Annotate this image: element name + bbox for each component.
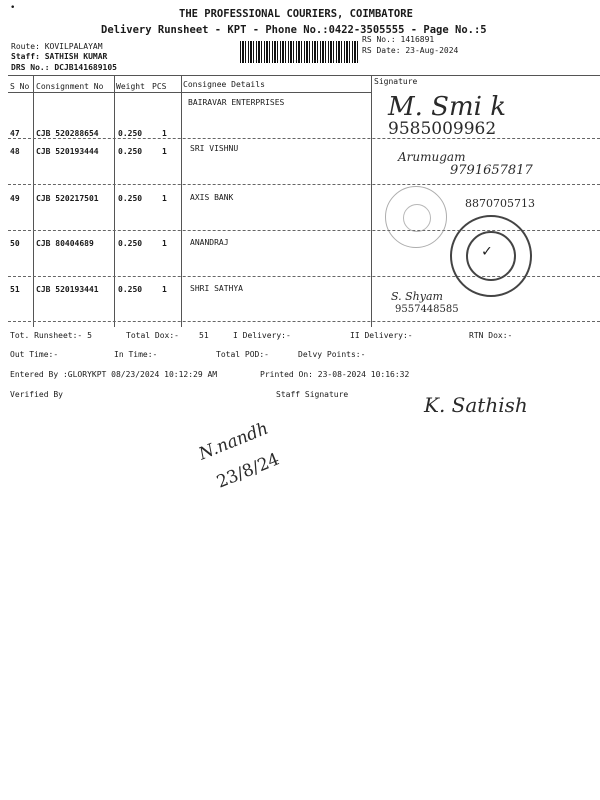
signature-47-phone: 9585009962 <box>388 119 497 139</box>
row-consignment: CJB 80404689 <box>36 239 94 248</box>
verified-by: Verified By <box>10 390 63 399</box>
printed-on: Printed On: 23-08-2024 10:16:32 <box>260 370 410 379</box>
staff-signature-label: Staff Signature <box>276 390 349 399</box>
row-divider <box>8 184 600 185</box>
header-underline <box>8 92 371 93</box>
col-divider <box>181 75 182 327</box>
stamp-seal <box>385 186 447 248</box>
corner-mark: • <box>10 3 16 13</box>
col-header-consignment: Consignment No <box>36 82 104 91</box>
row-divider <box>8 138 600 139</box>
col-header-signature: Signature <box>374 77 418 86</box>
row-sno: 48 <box>10 147 20 156</box>
signature-51-phone: 9557448585 <box>395 304 459 315</box>
signature-51-name: S. Shyam <box>391 290 443 303</box>
company-name: THE PROFESSIONAL COURIERS, COIMBATORE <box>179 8 413 20</box>
staff-signature-hand: K. Sathish <box>424 393 528 417</box>
signature-49-phone: 8870705713 <box>465 197 535 210</box>
company-stamp <box>450 215 532 297</box>
row-weight: 0.250 <box>118 239 143 248</box>
col-header-weight: Weight <box>116 82 145 91</box>
rs-number: RS No.: 1416891 <box>362 35 435 44</box>
signature-48-name: Arumugam <box>398 150 466 164</box>
stamp-mark: ✓ <box>482 241 492 260</box>
col-header-pcs: PCS <box>152 82 167 91</box>
row-sno: 47 <box>10 129 20 138</box>
signature-47-name: M. Smi k <box>388 92 506 122</box>
handwritten-note-date: 23/8/24 <box>214 449 283 493</box>
rs-date: RS Date: 23-Aug-2024 <box>362 46 459 55</box>
row-pcs: 1 <box>162 194 167 203</box>
staff-label: Staff: SATHISH KUMAR <box>11 52 108 61</box>
col-divider <box>371 75 372 327</box>
barcode <box>240 41 358 63</box>
i-delivery: I Delivery:- <box>233 331 291 340</box>
row-sno: 51 <box>10 285 20 294</box>
row-consignment: CJB 520217501 <box>36 194 99 203</box>
row-consignee: BAIRAVAR ENTERPRISES <box>188 98 285 107</box>
table-bottom-border <box>8 321 600 322</box>
row-consignment: CJB 520193441 <box>36 285 99 294</box>
row-consignee: SRI VISHNU <box>190 144 239 153</box>
row-consignee: ANANDRAJ <box>190 238 229 247</box>
table-top-border <box>8 75 600 76</box>
delvy-points: Delvy Points:- <box>298 350 366 359</box>
row-consignee: AXIS BANK <box>190 193 234 202</box>
row-pcs: 1 <box>162 129 167 138</box>
in-time: In Time:- <box>114 350 158 359</box>
total-dox-value: 51 <box>199 331 209 340</box>
row-consignment: CJB 520193444 <box>36 147 99 156</box>
row-weight: 0.250 <box>118 129 143 138</box>
col-header-sno: S No <box>10 82 30 91</box>
row-weight: 0.250 <box>118 285 143 294</box>
signature-48-phone: 9791657817 <box>450 163 533 178</box>
row-sno: 50 <box>10 239 20 248</box>
row-weight: 0.250 <box>118 194 143 203</box>
row-pcs: 1 <box>162 147 167 156</box>
out-time: Out Time:- <box>10 350 59 359</box>
row-pcs: 1 <box>162 239 167 248</box>
drs-number: DRS No.: DCJB141689105 <box>11 63 117 72</box>
row-consignee: SHRI SATHYA <box>190 284 243 293</box>
rtn-dox: RTN Dox:- <box>469 331 513 340</box>
route-label: Route: KOVILPALAYAM <box>11 42 103 51</box>
col-header-consignee: Consignee Details <box>183 80 265 89</box>
col-divider <box>114 75 115 327</box>
ii-delivery: II Delivery:- <box>350 331 413 340</box>
row-pcs: 1 <box>162 285 167 294</box>
col-divider <box>33 75 34 327</box>
handwritten-note-name: N.nandh <box>196 418 272 465</box>
row-weight: 0.250 <box>118 147 143 156</box>
total-pod: Total POD:- <box>216 350 269 359</box>
total-dox-label: Total Dox:- <box>126 331 179 340</box>
row-consignment: CJB 520288654 <box>36 129 99 138</box>
entered-by: Entered By :GLORYKPT 08/23/2024 10:12:29 AM <box>10 370 218 379</box>
runsheet-title: Delivery Runsheet - KPT - Phone No.:0422-3505555 - Page No.:5 <box>101 24 487 36</box>
row-sno: 49 <box>10 194 20 203</box>
tot-runsheet: Tot. Runsheet:- 5 <box>10 331 92 340</box>
